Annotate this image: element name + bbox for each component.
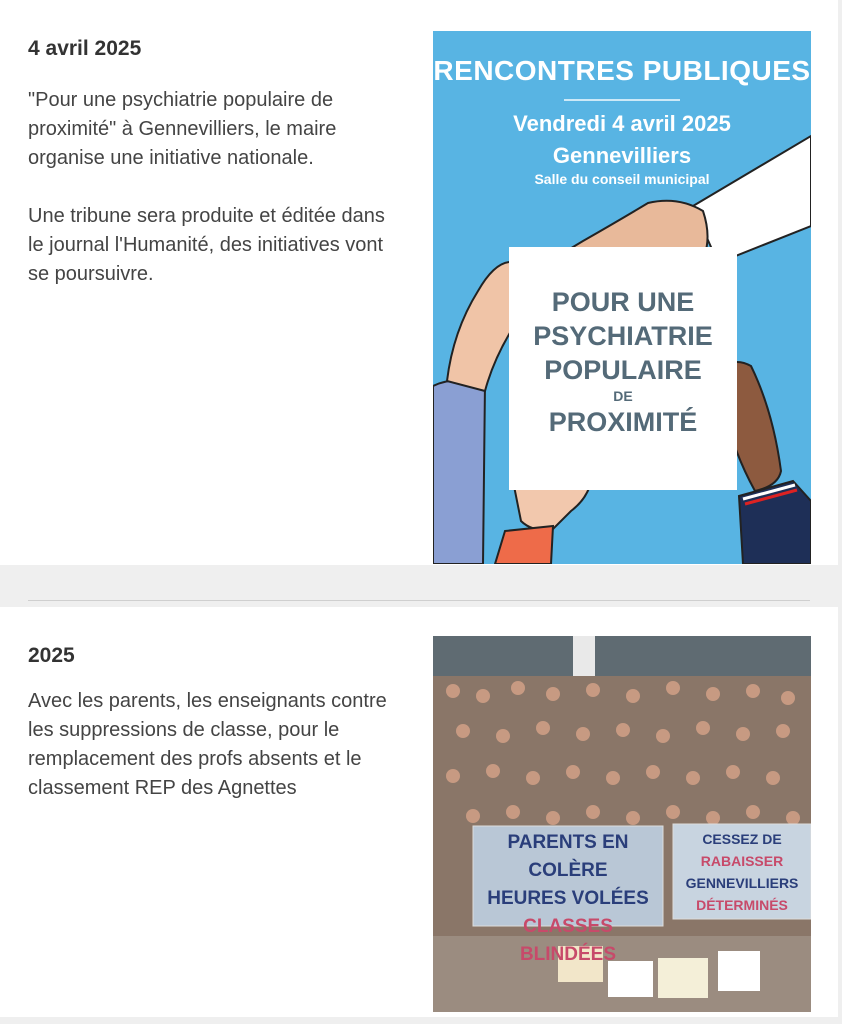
- banner-right-line3: GENNEVILLIERS: [685, 875, 799, 891]
- banner-right-line4: DÉTERMINÉS: [696, 897, 788, 913]
- item-date: 4 avril 2025: [28, 37, 142, 60]
- poster-headline-line3: POPULAIRE: [544, 355, 702, 385]
- item-paragraph-1: Avec les parents, les enseignants contre les suppressions de classe, pour le remplacement des profs absents et le classement REP des Agnettes: [28, 690, 387, 799]
- poster-title: RENCONTRES PUBLIQUES: [433, 55, 811, 86]
- item-paragraph-2: Une tribune sera produite et éditée dans le journal l'Humanité, des initiatives vont se poursuivre.: [28, 205, 385, 285]
- poster-headline-line2: PSYCHIATRIE: [533, 321, 713, 351]
- banner-left-line1: PARENTS EN COLÈRE: [507, 832, 629, 881]
- poster-headline-line4: DE: [613, 388, 633, 404]
- item-date: 2025: [28, 644, 75, 667]
- poster-room: Salle du conseil municipal: [534, 171, 710, 187]
- poster-headline: [509, 285, 737, 439]
- poster-date: Vendredi 4 avril 2025: [513, 111, 731, 136]
- banner-left: [477, 829, 659, 969]
- protest-photo[interactable]: [433, 636, 811, 1012]
- poster-headline-line1: POUR UNE: [551, 287, 695, 317]
- banner-left-line2: HEURES VOLÉES: [487, 888, 649, 909]
- banner-right-line2: RABAISSER: [700, 853, 784, 869]
- poster-divider: [564, 99, 680, 101]
- event-poster-image[interactable]: [433, 31, 811, 564]
- poster-city: Gennevilliers: [552, 143, 692, 168]
- banner-right-line1: CESSEZ DE: [702, 831, 782, 847]
- banner-right: [676, 828, 808, 916]
- poster-headline-line5: PROXIMITÉ: [548, 407, 698, 437]
- section-divider: [28, 600, 810, 601]
- banner-left-line3: CLASSES BLINDÉES: [519, 916, 617, 965]
- item-paragraph-1: "Pour une psychiatrie populaire de proximité" à Gennevilliers, le maire organise une initiative nationale.: [28, 89, 337, 169]
